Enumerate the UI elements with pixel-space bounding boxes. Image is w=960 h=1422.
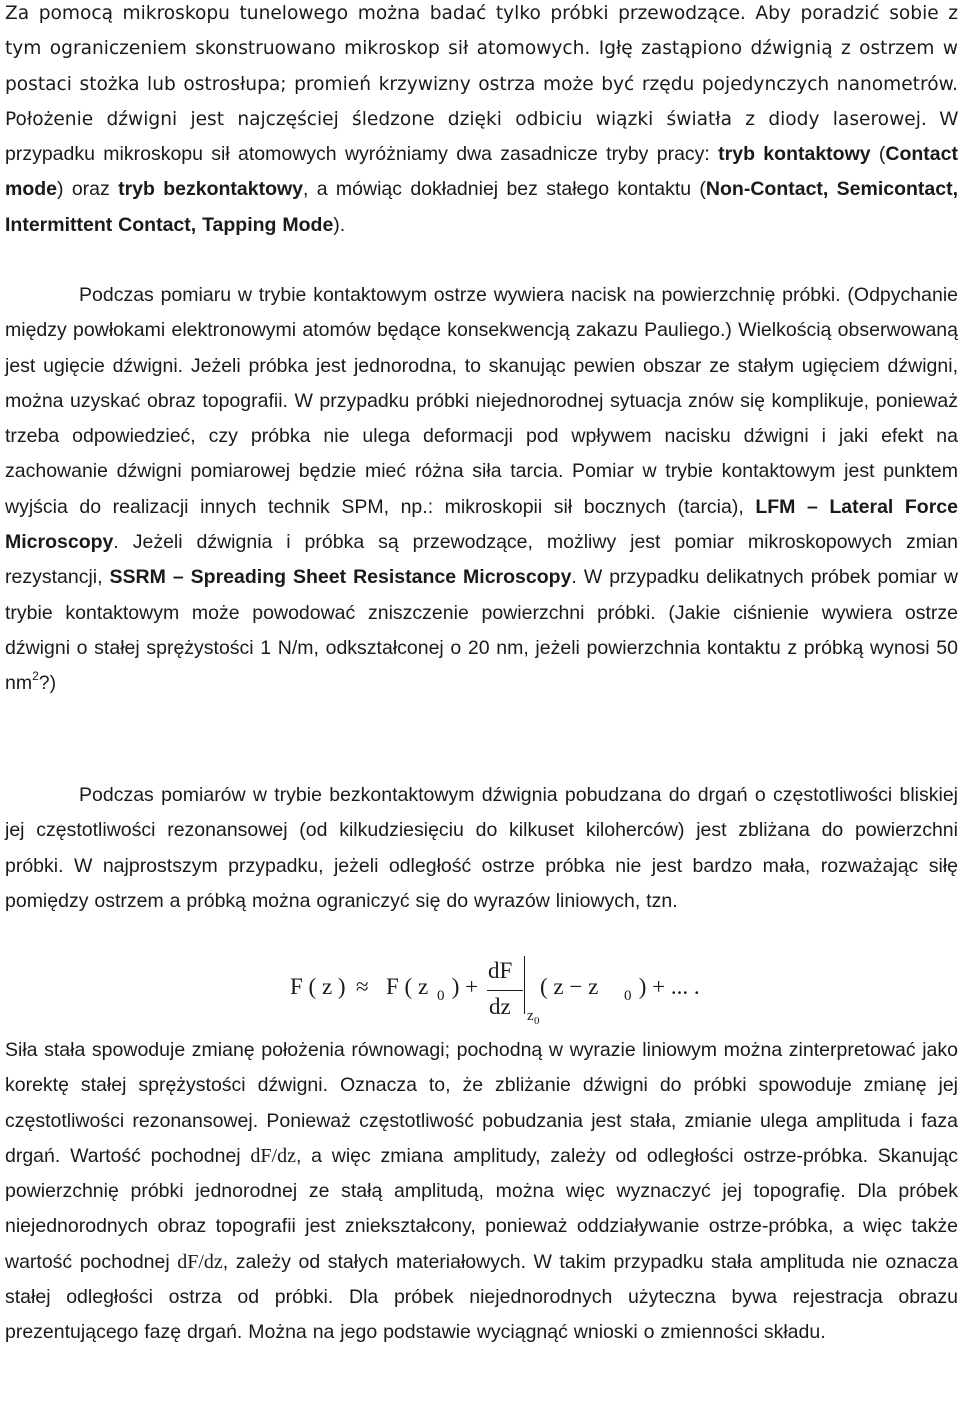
term-contact-mode: Contact mode — [5, 143, 958, 201]
subscript-zero: 0 — [437, 988, 445, 1004]
text-run: W przypadku mikroskopu sił atomowych wyróżniamy dwa zasadnicze tryby pracy: — [5, 107, 958, 166]
formula-tail: ) + ... . — [633, 974, 700, 999]
text-run: , zależy od stałych materiałowych. W takim przypadku stała amplituda nie oznacza stałej odległości ostrza od próbki. Dla próbek niejednorodnych użyteczna bywa rejestracja obrazu prezentującego fazę drgań. Można na jego podstawie wyciągnąć wnioski o zmienności składu. — [5, 1250, 958, 1344]
derivative-denominator: dz — [489, 994, 511, 1019]
term-noncontact-modes: Non-Contact, Semicontact, Intermittent Contact, Tapping Mode — [5, 178, 959, 236]
paragraph-contact-mode — [5, 278, 958, 702]
formula-difference: ( z − z — [540, 974, 599, 999]
text-run: . W przypadku delikatnych próbek pomiar w trybie kontaktowym może powodować zniszczenie powierzchni próbki. (Jakie ciśnienie wywiera ostrze dźwigni o stałej sprężystości 1 N/m, odkształconej o 20 nm, jeżeli powierzchnia kontaktu z próbką wynosi 50 nm — [5, 566, 958, 695]
paragraph-noncontact-mode — [5, 778, 958, 919]
formula-plus: ) + — [446, 974, 479, 999]
evaluation-point: z — [527, 1008, 534, 1024]
term-noncontact-mode-pl: tryb bezkontaktowy — [118, 178, 304, 201]
text-run: ) oraz — [57, 178, 119, 201]
intro-text: Za pomocą mikroskopu tunelowego można badać tylko próbki przewodzące. Aby poradzić sobie z tym ograniczeniem skonstruowano mikroskop sił atomowych. Igłę zastąpiono dźwignią z ostrzem w postaci stożka lub ostrosłupa; promień krzywizny ostrza może być rzędu pojedynczych nanometrów. Położenie dźwigni jest najczęściej śledzone dzięki odbiciu wiązki światła z diody laserowej. — [5, 3, 958, 130]
text-run: Podczas pomiarów w trybie bezkontaktowym dźwignia pobudzana do drgań o częstotliwości bliskiej jej częstotliwości rezonansowej (od kilkudziesięciu do kilkuset kiloherców) jest zbliżana do powierzchni próbki. W najprostszym przypadku, jeżeli odległość ostrze próbka nie jest bardzo mała, rozważając siłę pomiędzy ostrzem a próbką można ograniczyć się do wyrazów liniowych, tzn. — [5, 784, 958, 912]
text-run: Podczas pomiaru w trybie kontaktowym ostrze wywiera nacisk na powierzchnię próbki. (Odpychanie między powłokami elektronowymi atomów będące konsekwencją zakazu Pauliego.) Wielkością obserwowaną jest ugięcie dźwigni. Jeżeli próbka jest jednorodna, to skanując pewien obszar ze stałym ugięciem dźwigni, można uzyskać obraz topografii. W przypadku próbki niejednorodnej sytuacja znów się komplikuje, ponieważ trzeba odpowiedzieć, czy próbka nie ulega deformacji pod wpływem nacisku dźwigni i jaki efekt na zachowanie dźwigni pomiarowej będzie mieć różna siła tarcia. Pomiar w trybie kontaktowym jest punktem wyjścia do realizacji innych technik SPM, np.: mikroskopii sił bocznych (tarcia), — [5, 284, 958, 518]
fraction-bar — [487, 990, 523, 991]
approx-symbol: ≈ — [356, 974, 369, 999]
force-expansion-formula — [290, 952, 710, 1032]
formula-f-z0: F ( z — [386, 974, 429, 999]
text-run: , a więc zmiana amplitudy, zależy od odległości ostrze-próbka. Skanując powierzchnię próbki jednorodnej ze stałą amplitudą, można więc wyznaczyć jej topografię. Dla próbek niejednorodnych obraz topografii jest zniekształcony, ponieważ oddziaływanie ostrze-próbka, a więc także wartość pochodnej — [5, 1144, 958, 1273]
term-contact-mode-pl: tryb kontaktowy — [718, 143, 871, 166]
superscript-exponent: 2 — [32, 669, 39, 684]
text-run: ?) — [38, 672, 57, 695]
evaluation-subscript: 0 — [534, 1015, 540, 1027]
term-lfm: LFM – Lateral Force Microscopy — [5, 495, 958, 554]
paragraph-derivative-interpretation — [5, 1033, 958, 1351]
derivative-inline-2: dF/dz — [177, 1250, 223, 1273]
derivative-numerator: dF — [488, 958, 513, 983]
text-run: , a mówiąc dokładniej bez stałego kontaktu ( — [303, 178, 706, 201]
text-run: . Jeżeli dźwignia i próbka są przewodzące, możliwy jest pomiar mikroskopowych zmian rezystancji, — [5, 531, 958, 589]
text-run: Siła stała spowoduje zmianę położenia równowagi; pochodną w wyrazie liniowym można zinterpretować jako korektę stałej sprężystości dźwigni. Oznacza to, że zbliżanie dźwigni do próbki spowoduje zmianę jej częstotliwości rezonansowej. Ponieważ częstotliwość pobudzania jest stała, zmianie ulega amplituda i faza drgań. Wartość pochodnej — [5, 1039, 958, 1167]
subscript-zero-2: 0 — [624, 988, 632, 1004]
derivative-inline: dF/dz — [250, 1144, 296, 1167]
term-ssrm: SSRM – Spreading Sheet Resistance Microscopy — [109, 566, 572, 589]
paragraph-afm-intro — [5, 0, 958, 243]
evaluation-bar — [524, 956, 525, 1014]
text-run: ). — [333, 213, 346, 236]
text-run: ( — [870, 143, 886, 166]
formula-lhs: F ( z ) — [290, 974, 346, 999]
